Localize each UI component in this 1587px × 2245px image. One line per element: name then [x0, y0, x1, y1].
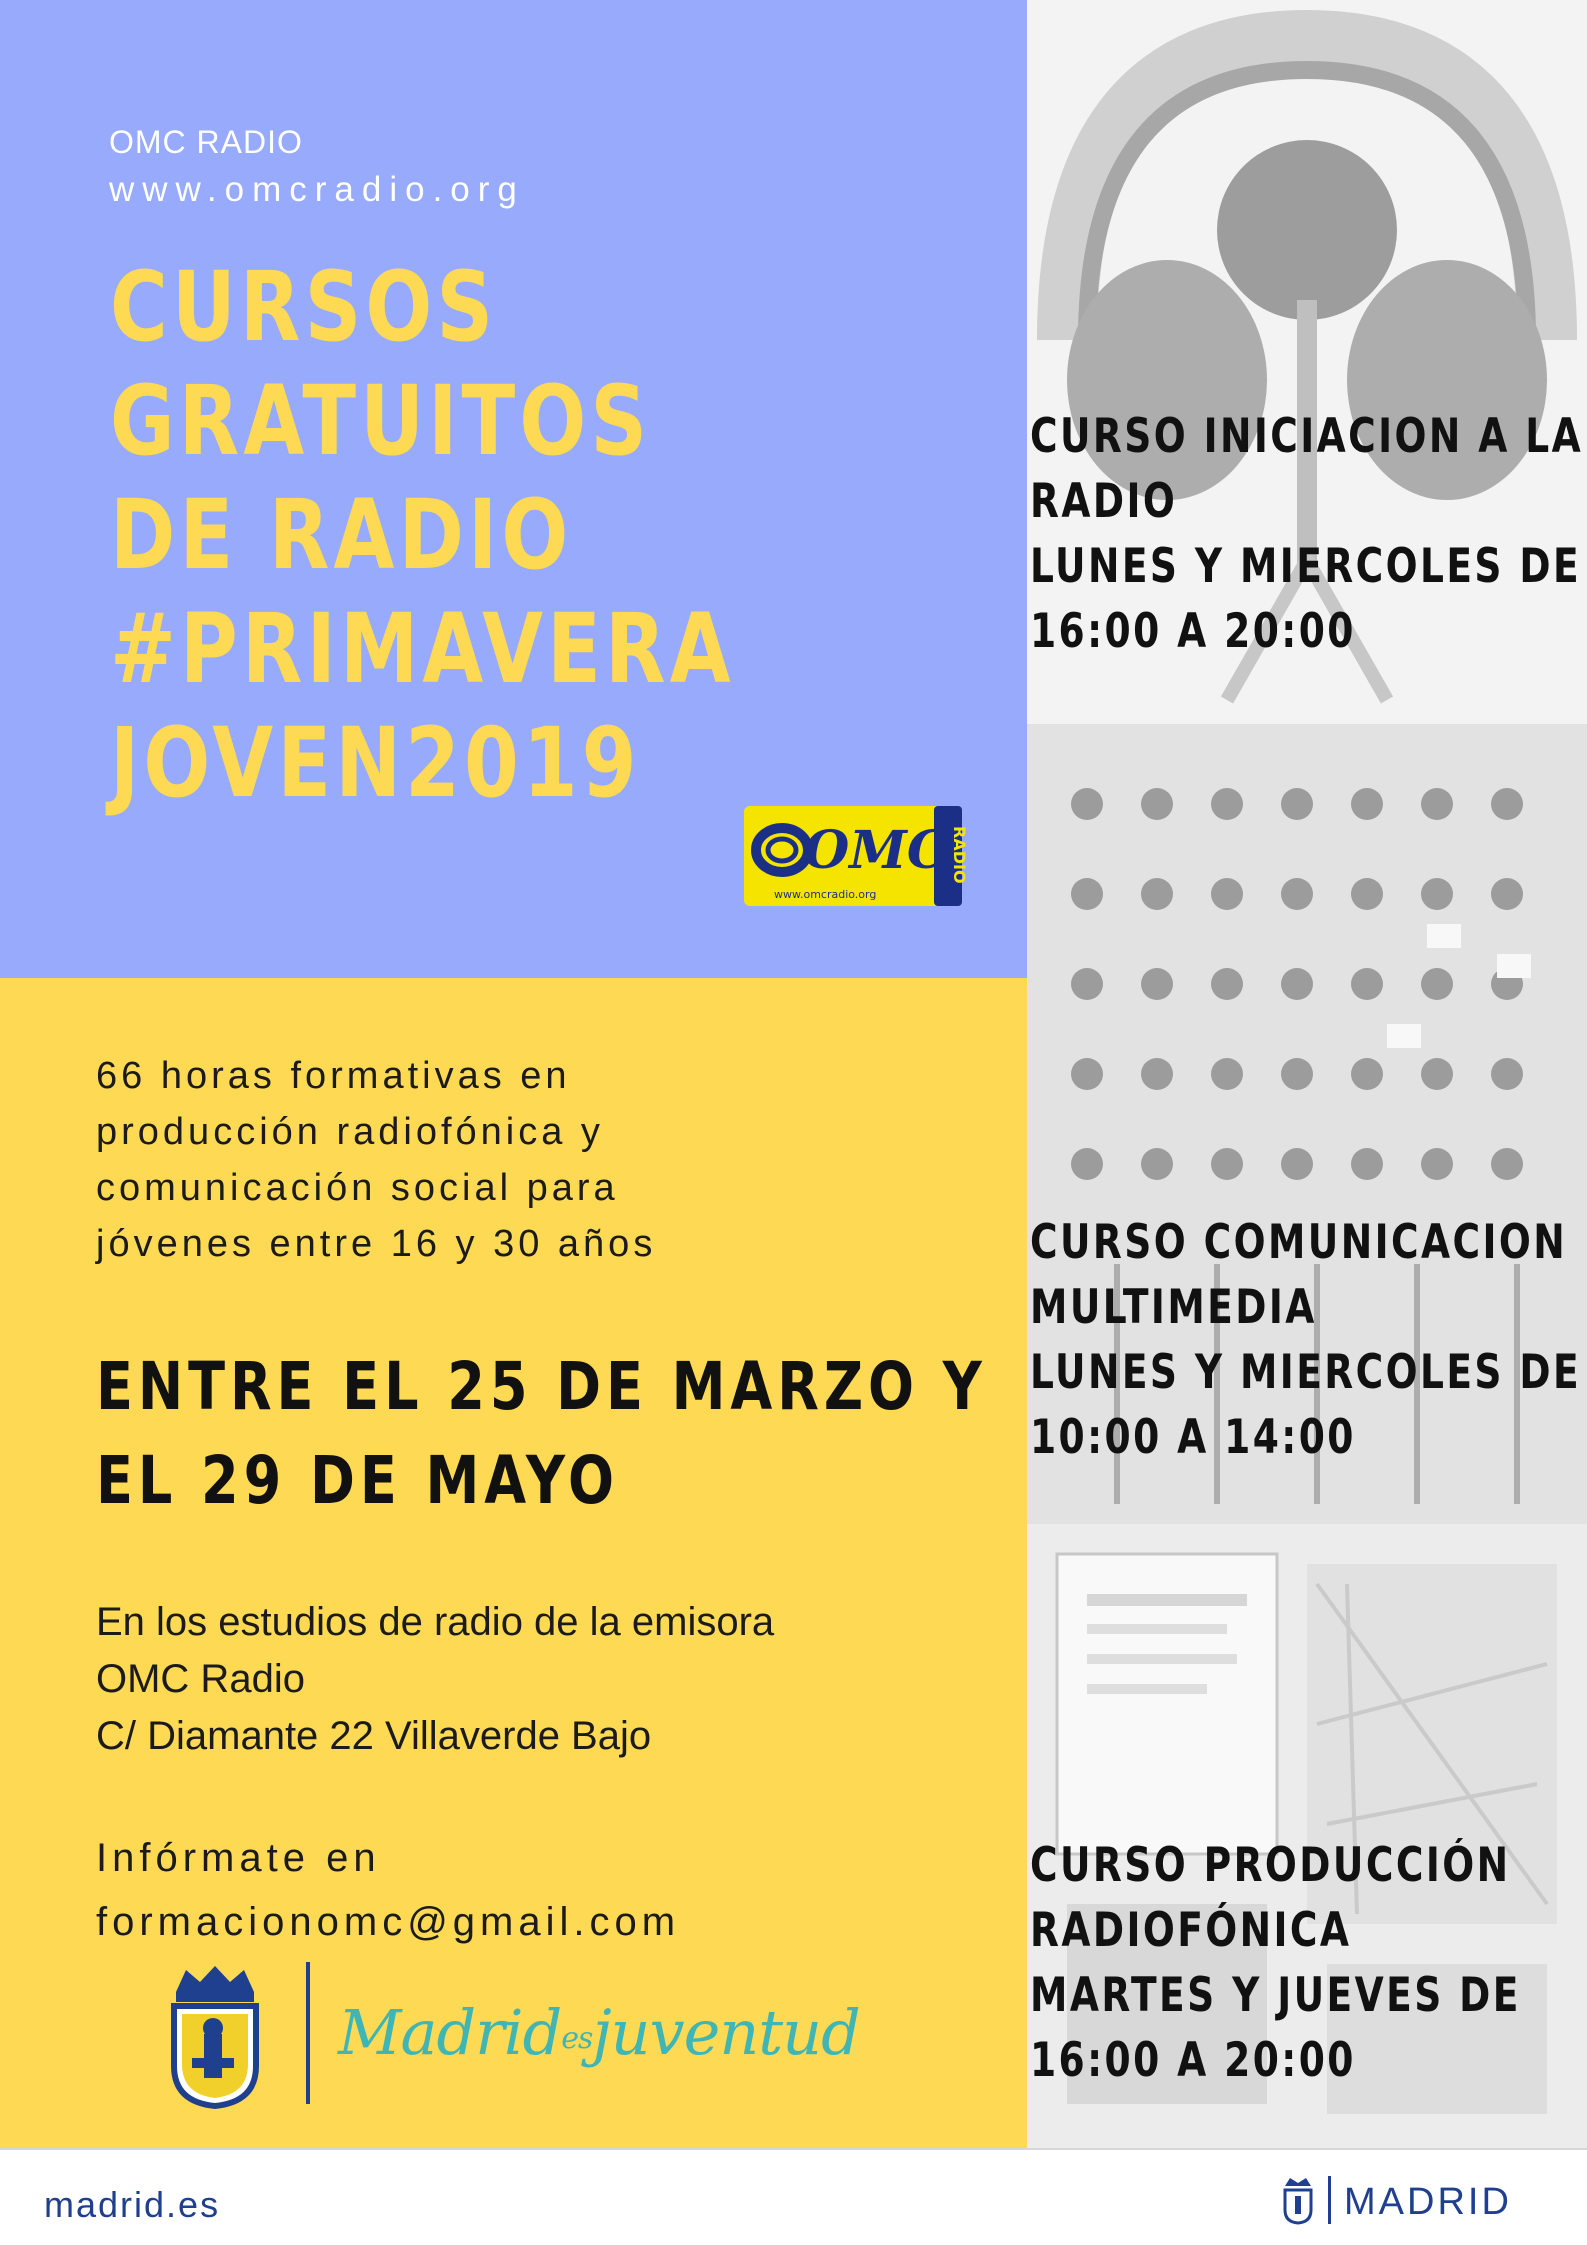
brand-text-main: Madrid [338, 1996, 562, 2069]
course-title: CURSO INICIACION A LA [1030, 409, 1584, 464]
course-title: MULTIMEDIA [1030, 1280, 1317, 1335]
logo-text: OMC [804, 820, 949, 881]
intro-line: jóvenes entre 16 y 30 años [96, 1223, 657, 1265]
intro-line: 66 horas formativas en [96, 1055, 571, 1097]
headline-line: DE RADIO [110, 479, 573, 591]
footer-madrid: MADRID [1344, 2181, 1512, 2223]
venue-text [96, 1594, 774, 1765]
contact-label: Infórmate en [96, 1836, 381, 1880]
date-line: EL 29 DE MAYO [96, 1442, 619, 1519]
intro-line: comunicación social para [96, 1167, 619, 1209]
madrid-es-juventud-logo [338, 1996, 860, 2069]
headline-line: GRATUITOS [110, 365, 652, 477]
brand-text-end: juventud [592, 1996, 860, 2069]
madrid-crest-small-icon [1282, 2176, 1314, 2224]
course-title: RADIO [1030, 474, 1178, 529]
course-hours: 16:00 A 20:00 [1030, 2033, 1356, 2088]
course-hours: 10:00 A 14:00 [1030, 1410, 1356, 1465]
course-title: CURSO COMUNICACION [1030, 1215, 1568, 1270]
venue-line: En los estudios de radio de la emisora [96, 1600, 775, 1644]
intro-text [96, 1048, 956, 1272]
date-range [96, 1340, 987, 1528]
footer-divider [0, 2148, 1587, 2150]
course-title: RADIOFÓNICA [1030, 1903, 1352, 1958]
station-name: OMC RADIO [109, 124, 303, 160]
venue-line: C/ Diamante 22 Villaverde Bajo [96, 1714, 652, 1758]
brand-divider [306, 1962, 310, 2104]
course-schedule: LUNES Y MIERCOLES DE [1030, 539, 1582, 594]
headline-line: JOVEN2019 [110, 707, 641, 819]
omc-radio-logo [744, 806, 969, 906]
intro-line: producción radiofónica y [96, 1111, 604, 1153]
headline-line: #PRIMAVERA [110, 593, 735, 705]
venue-line: OMC Radio [96, 1657, 305, 1701]
headline-line: CURSOS [110, 251, 498, 363]
contact-info [96, 1826, 680, 1954]
course-title: CURSO PRODUCCIÓN [1030, 1838, 1511, 1893]
date-line: ENTRE EL 25 DE MARZO Y [96, 1348, 987, 1425]
footer-separator [1328, 2176, 1331, 2224]
brand-text-small: es [561, 2021, 593, 2056]
station-url[interactable]: www.omcradio.org [109, 170, 525, 209]
footer-website[interactable]: madrid.es [44, 2184, 221, 2225]
contact-email[interactable]: formacionomc@gmail.com [96, 1900, 681, 1944]
course-comunicacion [1030, 1210, 1581, 1470]
course-produccion [1030, 1833, 1521, 2093]
course-schedule: LUNES Y MIERCOLES DE [1030, 1345, 1582, 1400]
logo-url: www.omcradio.org [774, 888, 877, 901]
madrid-crest-icon [166, 1962, 264, 2108]
headline [110, 250, 735, 820]
course-iniciacion [1030, 404, 1583, 664]
course-schedule: MARTES Y JUEVES DE [1030, 1968, 1521, 2023]
course-hours: 16:00 A 20:00 [1030, 604, 1356, 659]
logo-side-text: RADIO [950, 826, 969, 884]
